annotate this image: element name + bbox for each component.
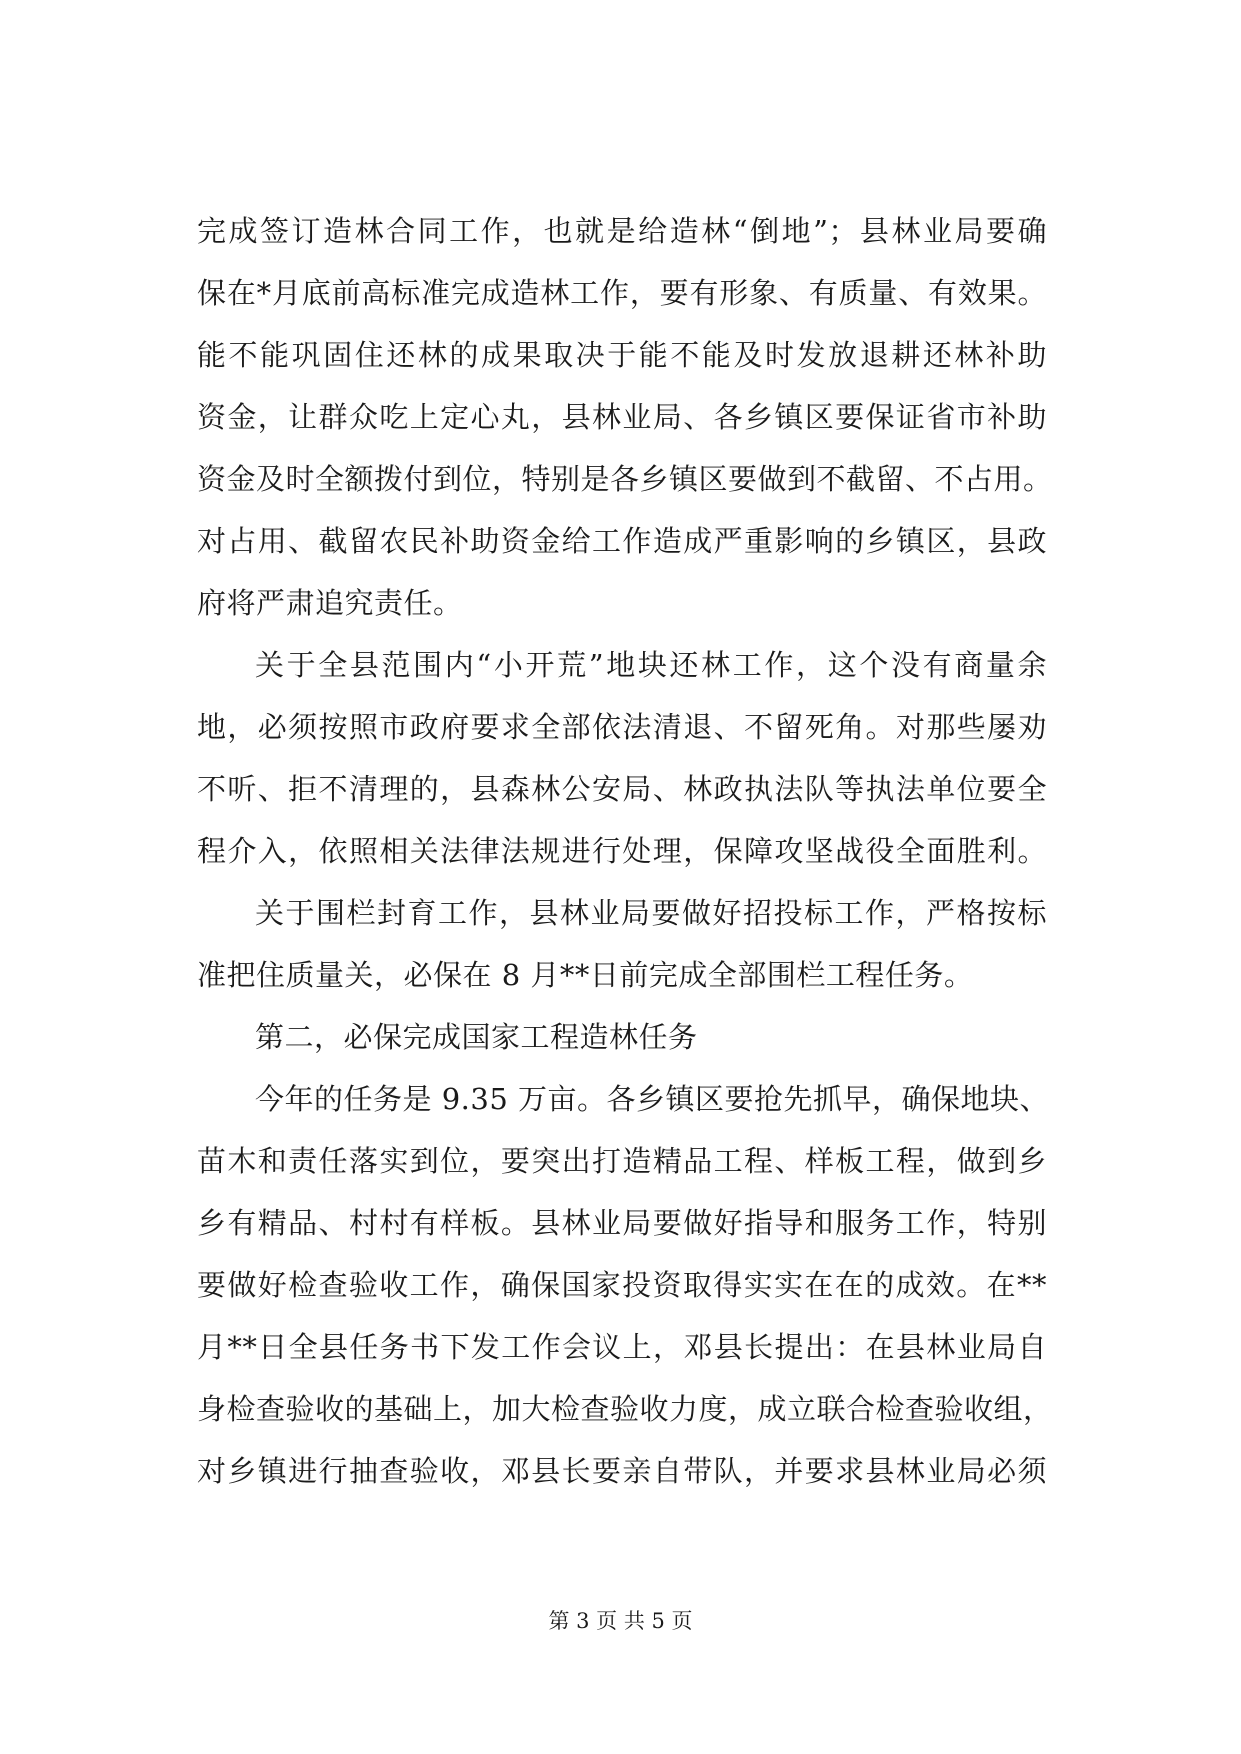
text-line: 地，必须按照市政府要求全部依法清退、不留死角。对那些屡劝 [197, 710, 1047, 744]
text-line: 程介入，依照相关法律法规进行处理，保障攻坚战役全面胜利。 [197, 834, 1047, 868]
text-line: 完成签订造林合同工作，也就是给造林“倒地”；县林业局要确 [197, 214, 1047, 248]
text-line: 能不能巩固住还林的成果取决于能不能及时发放退耕还林补助 [197, 338, 1047, 372]
text-line: 要做好检查验收工作，确保国家投资取得实实在在的成效。在** [197, 1268, 1047, 1302]
text-line: 苗木和责任落实到位，要突出打造精品工程、样板工程，做到乡 [197, 1144, 1047, 1178]
text-line: 对乡镇进行抽查验收，邓县长要亲自带队，并要求县林业局必须 [197, 1454, 1047, 1488]
text-line: 准把住质量关，必保在 8 月**日前完成全部围栏工程任务。 [197, 958, 974, 992]
text-line: 不听、拒不清理的，县森林公安局、林政执法队等执法单位要全 [197, 772, 1047, 806]
text-line: 关于全县范围内“小开荒”地块还林工作，这个没有商量余 [255, 648, 1047, 682]
text-line: 今年的任务是 9.35 万亩。各乡镇区要抢先抓早，确保地块、 [255, 1082, 1050, 1116]
text-line: 月**日全县任务书下发工作会议上，邓县长提出：在县林业局自 [197, 1330, 1047, 1364]
text-line: 乡有精品、村村有样板。县林业局要做好指导和服务工作，特别 [197, 1206, 1047, 1240]
text-line: 资金及时全额拨付到位，特别是各乡镇区要做到不截留、不占用。 [197, 462, 1053, 496]
text-line: 保在*月底前高标准完成造林工作，要有形象、有质量、有效果。 [197, 276, 1047, 310]
text-line: 资金，让群众吃上定心丸，县林业局、各乡镇区要保证省市补助 [197, 400, 1047, 434]
body-text [197, 200, 1053, 1502]
text-line: 第二，必保完成国家工程造林任务 [255, 1020, 698, 1054]
text-line: 府将严肃追究责任。 [197, 586, 463, 620]
text-line: 关于围栏封育工作，县林业局要做好招投标工作，严格按标 [255, 896, 1047, 930]
page-number-footer: 第 3 页 共 5 页 [548, 1609, 693, 1633]
text-line: 对占用、截留农民补助资金给工作造成严重影响的乡镇区，县政 [197, 524, 1047, 558]
text-line: 身检查验收的基础上，加大检查验收力度，成立联合检查验收组， [197, 1392, 1053, 1426]
